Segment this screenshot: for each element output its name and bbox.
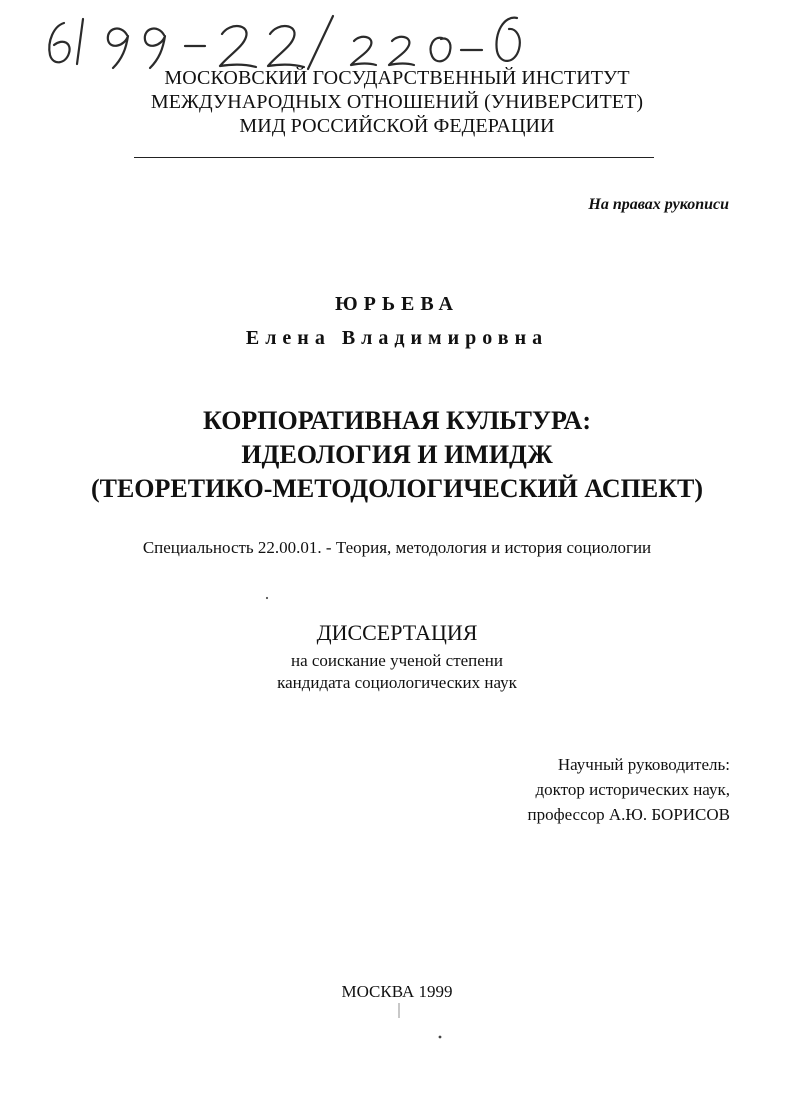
title-line: КОРПОРАТИВНАЯ КУЛЬТУРА: <box>203 406 591 435</box>
city-and-year: МОСКВА 1999 <box>341 982 453 1001</box>
institution-line: МЕЖДУНАРОДНЫХ ОТНОШЕНИЙ (УНИВЕРСИТЕТ) <box>150 91 644 113</box>
title-line: ИДЕОЛОГИЯ И ИМИДЖ <box>241 440 553 469</box>
degree-description <box>0 650 794 694</box>
supervisor-line: профессор А.Ю. БОРИСОВ <box>527 805 730 824</box>
author-given-names: Елена Владимировна <box>245 327 549 349</box>
supervisor-line: Научный руководитель: <box>557 755 730 774</box>
institution-line: МИД РОССИЙСКОЙ ФЕДЕРАЦИИ <box>239 115 555 137</box>
degree-line: кандидата социологических наук <box>277 673 517 692</box>
institution-line: МОСКОВСКИЙ ГОСУДАРСТВЕННЫЙ ИНСТИТУТ <box>164 67 630 89</box>
specialty-line: Специальность 22.00.01. - Теория, методология и история социологии <box>142 538 652 557</box>
author-surname: ЮРЬЕВА <box>335 293 459 315</box>
title-line: (ТЕОРЕТИКО-МЕТОДОЛОГИЧЕСКИЙ АСПЕКТ) <box>90 474 704 503</box>
document-type: ДИССЕРТАЦИЯ <box>316 620 478 645</box>
supervisor-block <box>527 752 730 827</box>
institution-name <box>0 66 794 138</box>
manuscript-rights-note: На правах рукописи <box>588 196 729 213</box>
header-divider <box>134 157 654 158</box>
dissertation-title <box>0 404 794 506</box>
degree-line: на соискание ученой степени <box>290 651 504 670</box>
supervisor-line: доктор исторических наук, <box>535 780 730 799</box>
handwritten-archive-number <box>36 6 556 72</box>
